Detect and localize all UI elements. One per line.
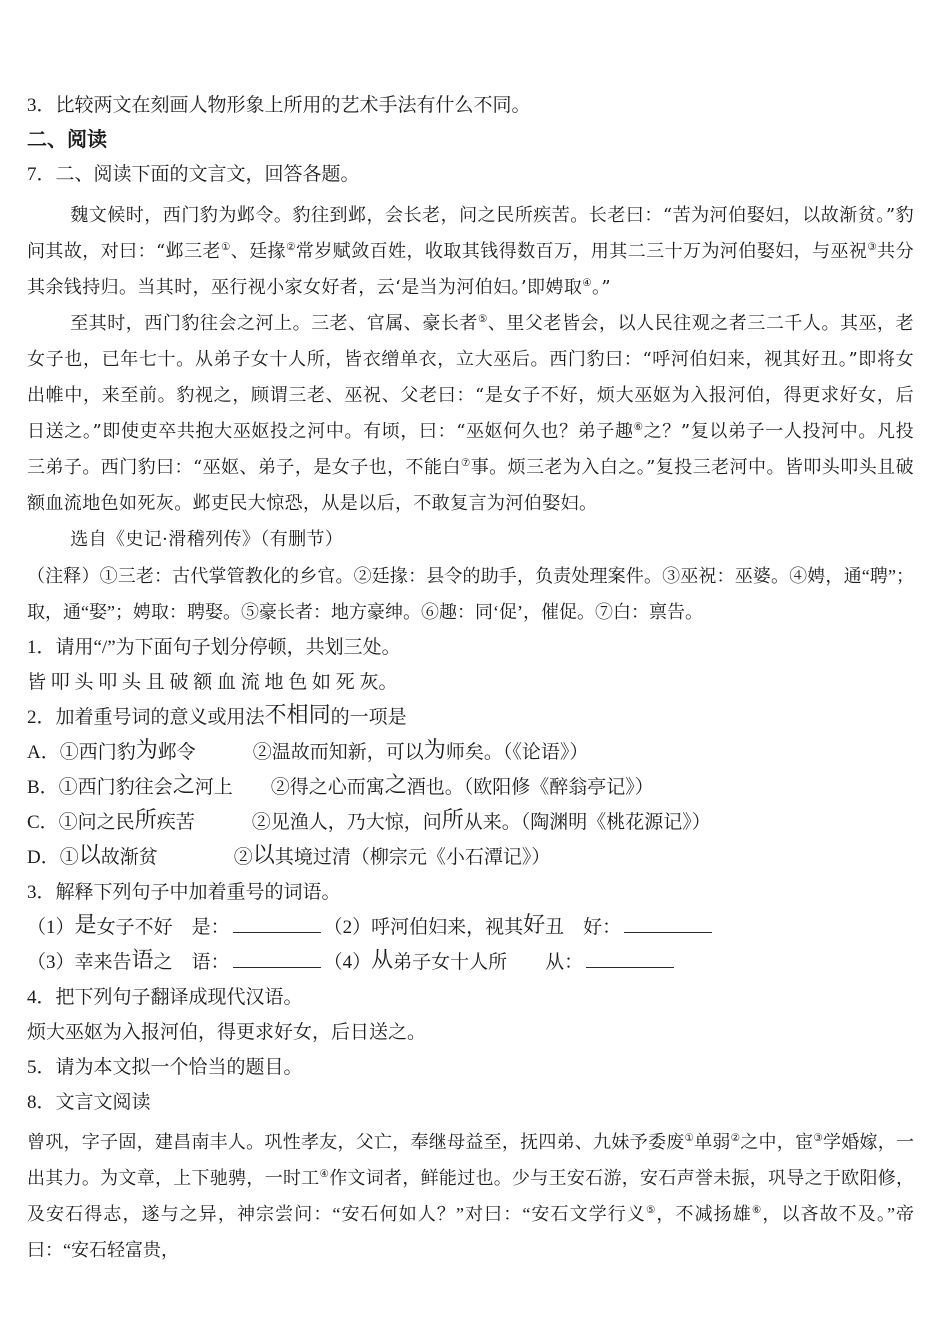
q3-stem: 3．解释下列句子中加着重号的词语。 xyxy=(27,882,341,903)
emphasized-word: 以 xyxy=(252,842,275,868)
passage-1-paragraph-1: 魏文候时，西门豹为邺令。豹往到邺，会长老，问之民所疾苦。长老曰：“苦为河伯娶妇，以故渐贫。”豹问其故，对曰：“邺三老①、廷掾②常岁赋敛百姓，收取其钱得数百万，用其二三十万为河伯娶妇，与巫祝③共分其余钱持归。当其时，巫行视小家女好者，云‘是当为河伯妇。’即娉取④。” xyxy=(27,205,914,298)
q1-stem: 1．请用“/”为下面句子划分停顿，共划三处。 xyxy=(27,637,401,658)
emphasized-word: 为 xyxy=(423,737,446,763)
question-7-intro: 7．二、阅读下面的文言文，回答各题。 xyxy=(27,164,360,185)
emphasized-word: 所 xyxy=(134,807,157,833)
q8-heading: 8．文言文阅读 xyxy=(27,1092,151,1113)
question-3-line: 3．比较两文在刻画人物形象上所用的艺术手法有什么不同。 xyxy=(27,95,531,116)
section-heading-reading: 二、阅读 xyxy=(27,129,107,151)
q2-option-d: D．①以故渐贫 ②以其境过清（柳宗元《小石潭记》） xyxy=(27,842,551,868)
emphasized-word: 之 xyxy=(172,772,195,798)
emphasized-word: 好 xyxy=(523,912,546,938)
answer-blank xyxy=(233,913,321,933)
emphasized-word: 以 xyxy=(78,842,101,868)
emphasized-word: 是 xyxy=(74,912,97,938)
passage-source: 选自《史记·滑稽列传》（有删节） xyxy=(70,529,344,550)
q5-stem: 5．请为本文拟一个恰当的题目。 xyxy=(27,1057,303,1078)
q2-option-a: A．①西门豹为邺令 ②温故而知新，可以为师矣。（《论语》） xyxy=(27,737,589,763)
q4-stem: 4．把下列句子翻译成现代汉语。 xyxy=(27,987,303,1008)
emphasized-word: 之 xyxy=(384,772,407,798)
answer-blank xyxy=(624,913,712,933)
emphasized-word: 语 xyxy=(131,947,154,973)
emphasized-word: 不相同 xyxy=(264,702,331,728)
passage-2-paragraph: 曾巩，字子固，建昌南丰人。巩性孝友，父亡，奉继母益至，抚四弟、九妹予委废①单弱②之中，宦③学婚嫁，一出其力。为文章，上下驰骋，一时工④作文词者，鲜能过也。少与王安石游，安石声誉未振，巩导之于欧阳修，及安石得志，遂与之异，神宗尝问：“安石何如人？”对曰：“安石文学行义⑤，不减扬雄⑥，以吝故不及。”帝曰：“安石轻富贵， xyxy=(27,1132,915,1260)
q4-sentence: 烦大巫妪为入报河伯，得更求好女，后日送之。 xyxy=(27,1022,427,1043)
emphasized-word: 从 xyxy=(371,947,394,973)
q1-sentence: 皆 叩 头 叩 头 且 破 额 血 流 地 色 如 死 灰。 xyxy=(27,672,398,693)
q2-option-c: C．①问之民所疾苦 ②见渔人，乃大惊，问所从来。（陶渊明《桃花源记》） xyxy=(27,807,711,833)
q3-items-row-1: （1）是女子不好 是： （2）呼河伯妇来，视其好丑 好： xyxy=(27,910,914,945)
q2-option-b: B．①西门豹往会之河上 ②得之心而寓之酒也。（欧阳修《醉翁亭记》） xyxy=(27,772,654,798)
emphasized-word: 为 xyxy=(135,737,158,763)
answer-blank xyxy=(586,948,674,968)
passage-notes: （注释）①三老：古代掌管教化的乡官。②廷掾：县令的助手，负责处理案件。③巫祝：巫婆。④娉，通“聘”；取，通“娶”；娉取：聘娶。⑤豪长者：地方豪绅。⑥趣：同‘促’，催促。⑦白：禀告。 xyxy=(27,566,914,622)
emphasized-word: 所 xyxy=(441,807,464,833)
passage-1-paragraph-2: 至其时，西门豹往会之河上。三老、官属、豪长者⑤、里父老皆会，以人民往观之者三二千人。其巫，老女子也，已年七十。从弟子女十人所，皆衣缯单衣，立大巫后。西门豹曰：“呼河伯妇来，视其好丑。”即将女出帷中，来至前。豹视之，顾谓三老、巫祝、父老曰：“是女子不好，烦大巫妪为入报河伯，得更求好女，后日送之。”即使吏卒共抱大巫妪投之河中。有顷，曰：“巫妪何久也？弟子趣⑥之？”复以弟子一人投河中。凡投三弟子。西门豹曰：“巫妪、弟子，是女子也，不能白⑦事。烦三老为入白之。”复投三老河中。皆叩头叩头且破额血流地色如死灰。邺吏民大惊恐，从是以后，不敢复言为河伯娶妇。 xyxy=(27,313,914,514)
answer-blank xyxy=(233,948,321,968)
q2-stem: 2．加着重号词的意义或用法不相同的一项是 xyxy=(27,702,407,728)
q3-items-row-2: （3）幸来告语之 语： （4）从弟子女十人所 从： xyxy=(27,945,914,980)
